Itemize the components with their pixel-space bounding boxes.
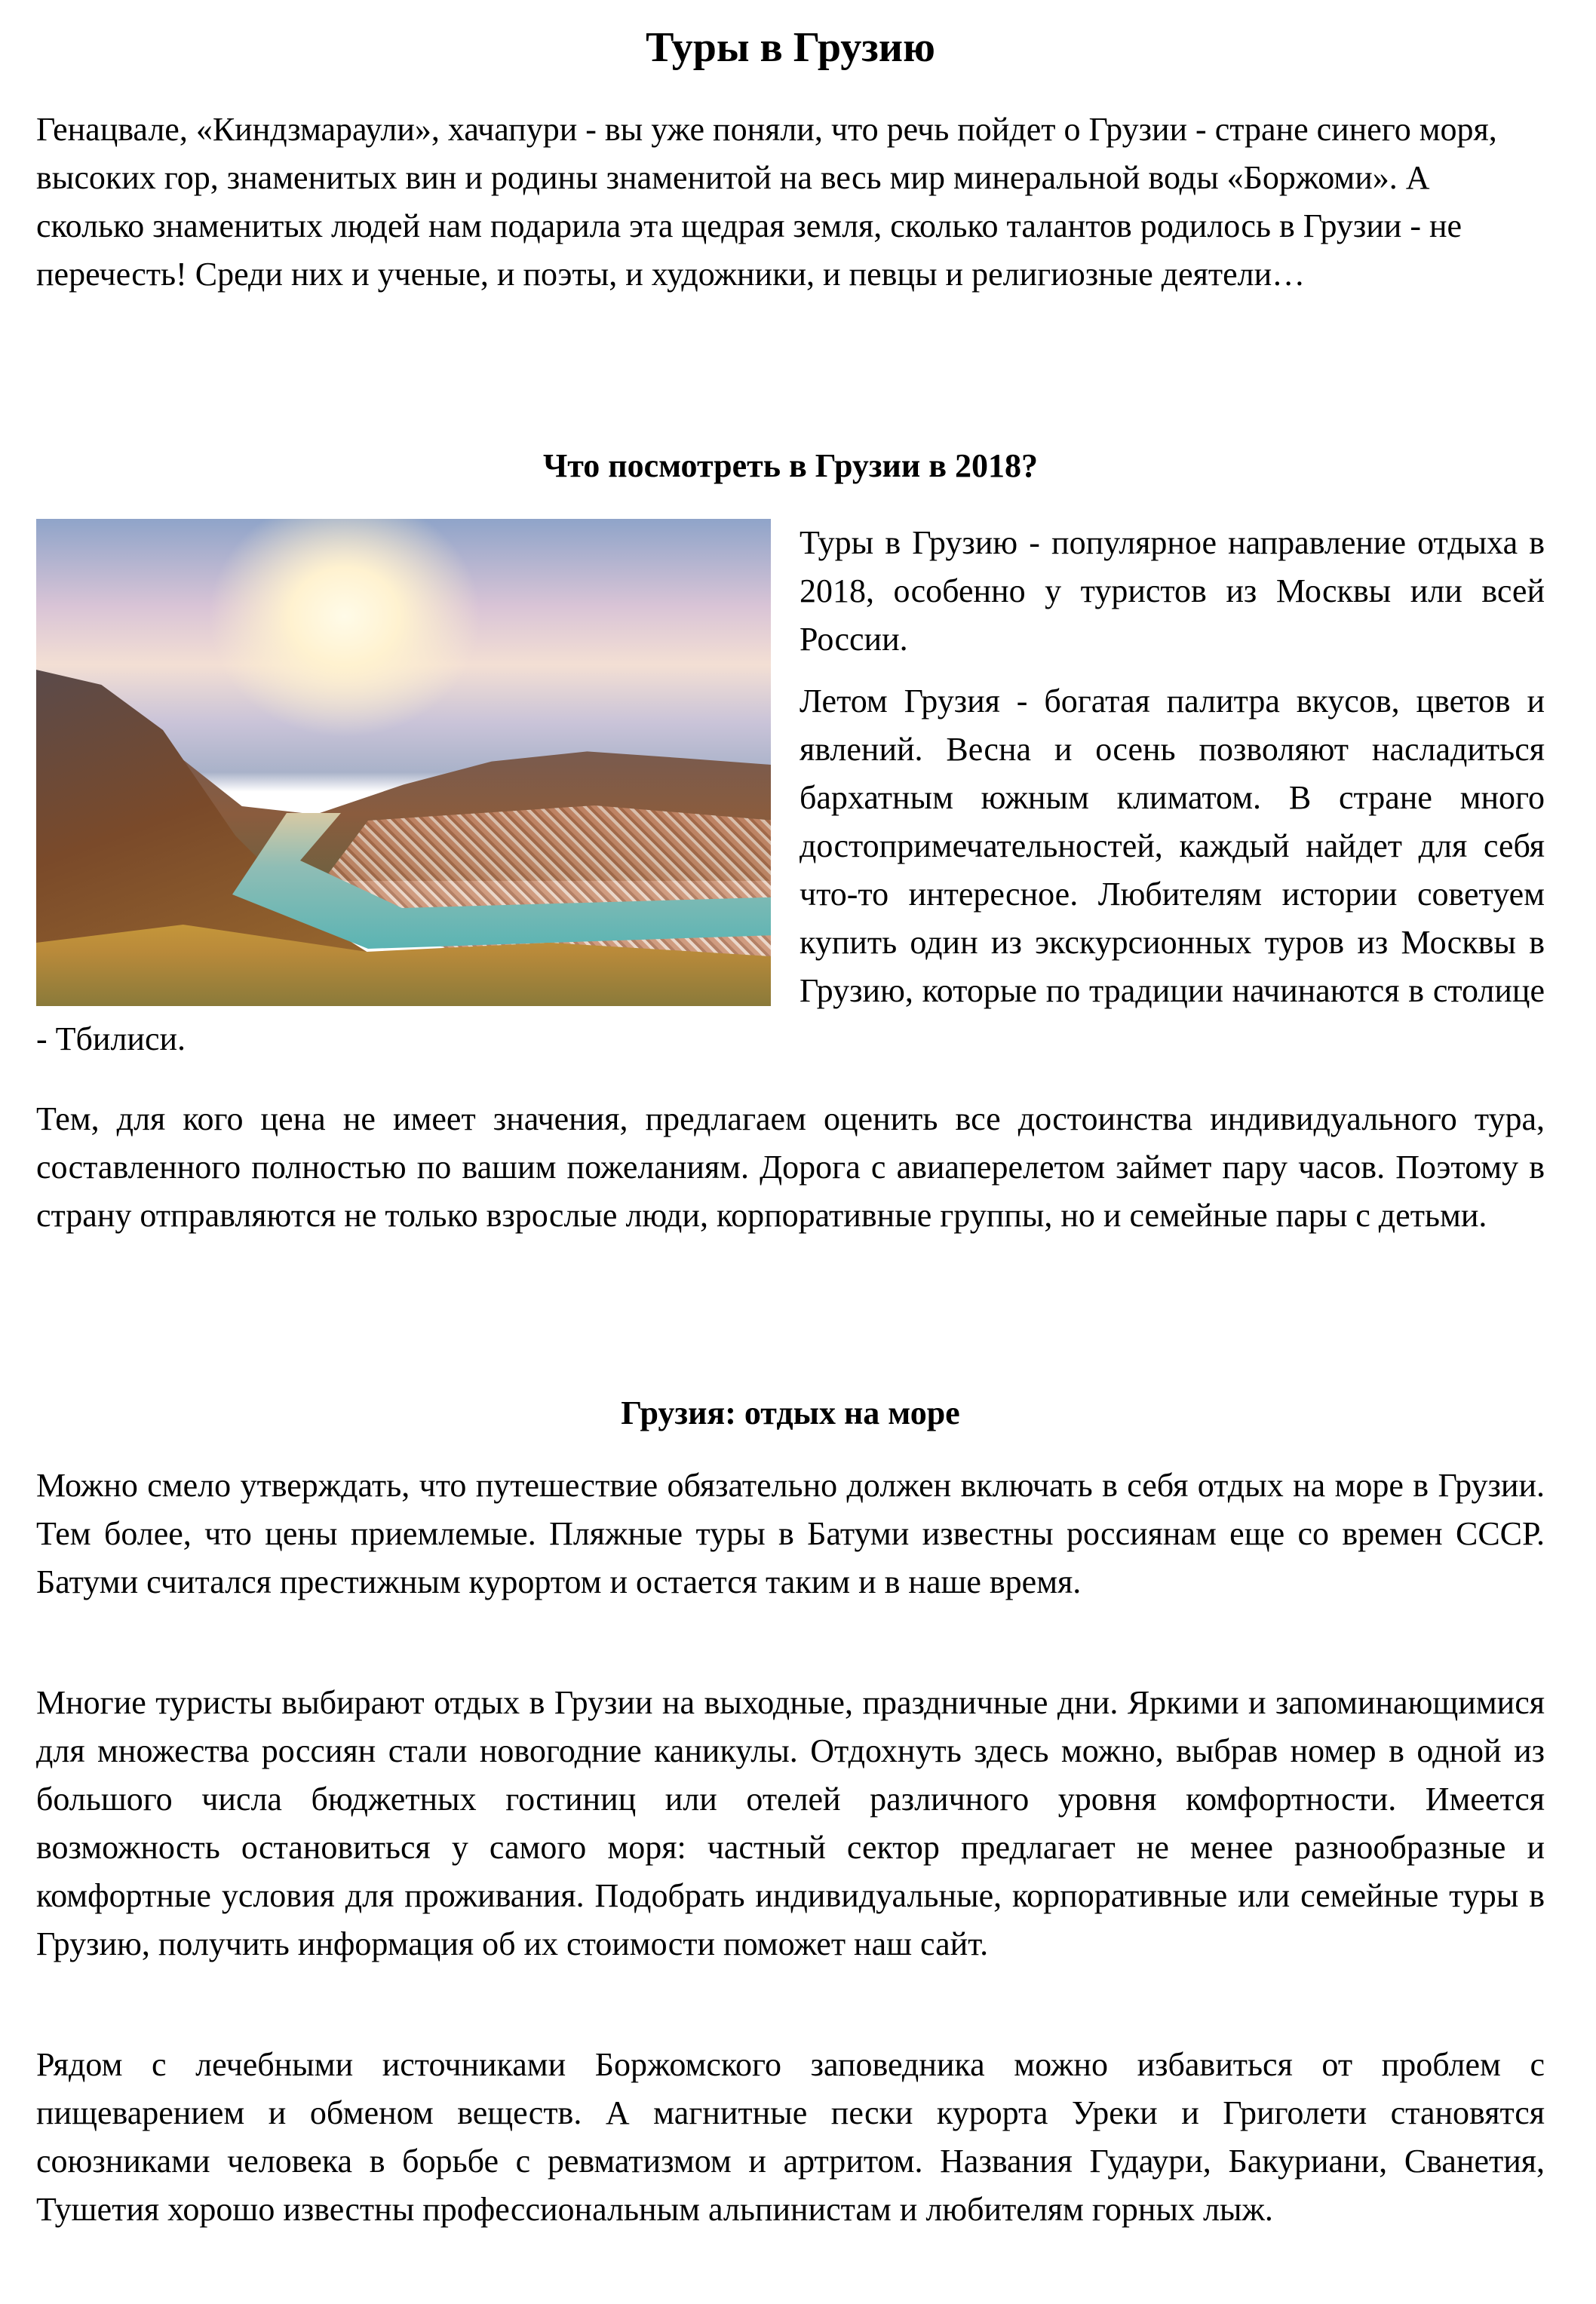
paragraph: Можно смело утверждать, что путешествие обязательно должен включать в себя отдых на море в Грузии. Тем более, что цены приемлемые. Пляжные туры в Батуми известны россиянам еще со времен СССР. Батуми считался престижным курортом и остается таким и в наше время. <box>36 1467 1545 1600</box>
landscape-photo <box>36 519 771 1006</box>
paragraph: Тем, для кого цена не имеет значения, предлагаем оценить все достоинства индивидуального тура, составленного полностью по вашим пожеланиям. Дорога с авиаперелетом займет пару часов. Поэтому в страну отправляются не только взрослые люди, корпоративные группы, но и семейные пары с детьми. <box>36 1100 1545 1234</box>
paragraph: Летом Грузия - богатая палитра вкусов, цветов и явлений. Весна и осень позволяют насладиться бархатным южным климатом. В стране много достопримечательностей, каждый найдет для себя что-то интересное. Любителям истории советуем купить один из экскурсионных туров из Москвы в Грузию, которые по традиции начинаются в столице - Тбилиси. <box>36 683 1545 1057</box>
page-title: Туры в Грузию <box>646 24 935 71</box>
paragraph: Рядом с лечебными источниками Боржомского заповедника можно избавиться от проблем с пищеварением и обменом веществ. А магнитные пески курорта Уреки и Григолети становятся союзниками человека в борьбе с ревматизмом и артритом. Названия Гудаури, Бакуриани, Сванетия, Тушетия хорошо известны профессиональным альпинистам и любителям горных лыж. <box>36 2046 1545 2228</box>
intro-paragraph: Генацвале, «Киндзмараули», хачапури - вы уже поняли, что речь пойдет о Грузии - стране синего моря, высоких гор, знаменитых вин и родины знаменитой на весь мир минеральной воды «Боржоми». А сколько знаменитых людей нам подарила эта щедрая земля, сколько талантов родилось в Грузии - не перечесть! Среди них и ученые, и поэты, и художники, и певцы и религиозные деятели… <box>36 111 1497 293</box>
paragraph: Многие туристы выбирают отдых в Грузии на выходные, праздничные дни. Яркими и запоминающимися для множества россиян стали новогодние каникулы. Отдохнуть здесь можно, выбрав номер в одной из большого числа бюджетных гостиниц или отелей различного уровня комфортности. Имеется возможность остановиться у самого моря: частный сектор предлагает не менее разнообразные и комфортные условия для проживания. Подобрать индивидуальные, корпоративные или семейные туры в Грузию, получить информация об их стоимости поможет наш сайт. <box>36 1684 1545 1962</box>
section-what-to-see-body <box>36 519 1545 1078</box>
paragraph: Туры в Грузию - популярное направление отдыха в 2018, особенно у туристов из Москвы или всей России. <box>800 524 1545 658</box>
section-heading-what-to-see: Что посмотреть в Грузии в 2018? <box>542 447 1039 484</box>
section-heading-sea-rest: Грузия: отдых на море <box>621 1394 960 1431</box>
